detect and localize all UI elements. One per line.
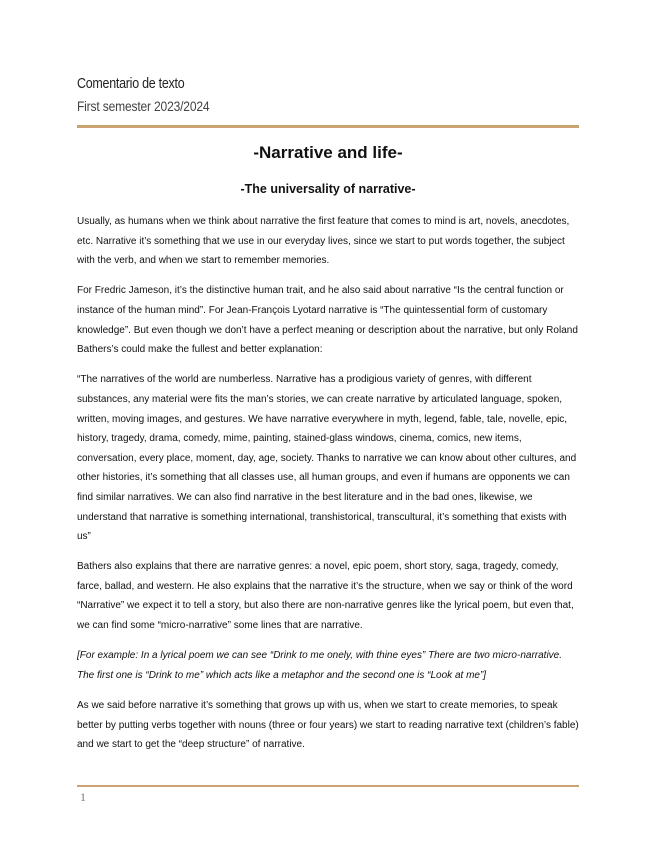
paragraph: For Fredric Jameson, it’s the distinctive human trait, and he also said about narrative “Is the central function or instance of the human mind”. For Jean-François Lyotard narrative is “The quintessential form of customary knowledge”. But even though we don’t have a perfect meaning or description about the narrative, but only Roland Bathers’s could make the fullest and better explanation:	[77, 285, 578, 356]
page-number: 1	[80, 790, 86, 804]
document-body	[77, 212, 579, 765]
document-subtitle: -The universality of narrative-	[240, 182, 416, 196]
header-divider	[77, 125, 579, 128]
paragraph: As we said before narrative it’s something that grows up with us, when we start to create memories, to speak better by putting verbs together with nouns (three or four years) we start to reading narrative text (children’s fable) and we start to get the “deep structure” of narrative.	[77, 700, 579, 751]
header-title: Comentario de texto	[77, 76, 185, 92]
footer-divider	[77, 785, 579, 787]
header-subtitle: First semester 2023/2024	[77, 98, 210, 114]
document-title: -Narrative and life-	[253, 143, 403, 162]
paragraph: Bathers also explains that there are narrative genres: a novel, epic poem, short story, saga, tragedy, comedy, farce, ballad, and western. He also explains that the narrative it’s the structure, when we say or think of the word “Narrative” we expect it to tell a story, but also there are non-narrative genres like the lyrical poem, but even that, we can find some “micro-narrative” some lines that are narrative.	[77, 561, 574, 632]
example-paragraph: [For example: In a lyrical poem we can see “Drink to me onely, with thine eyes” There are two micro-narrative. The first one is “Drink to me” which acts like a metaphor and the second one is “Look at me”]	[77, 650, 562, 681]
quote-paragraph: “The narratives of the world are numberless. Narrative has a prodigious variety of genres, with different substances, any material were fits the man’s stories, we can create narrative by articulated language, spoken, written, moving images, and gestures. We have narrative everywhere in myth, legend, fable, tale, novelle, epic, history, tragedy, drama, comedy, mime, painting, stained-glass windows, cinema, comics, new items, conversation, every place, moment, day, age, society. Thanks to narrative we can know about other cultures, and other histories, it’s something that all classes use, all human groups, and even if humans are opponents we can find similar narratives. We can also find narrative in the best literature and in the bad ones, likewise, we understand that narrative is something international, transhistorical, transcultural, it’s something that exists with us”	[77, 374, 577, 543]
paragraph: Usually, as humans when we think about narrative the first feature that comes to mind is art, novels, anecdotes, etc. Narrative it’s something that we use in our everyday lives, since we start to put words together, the subject with the verb, and when we start to remember memories.	[77, 216, 570, 267]
